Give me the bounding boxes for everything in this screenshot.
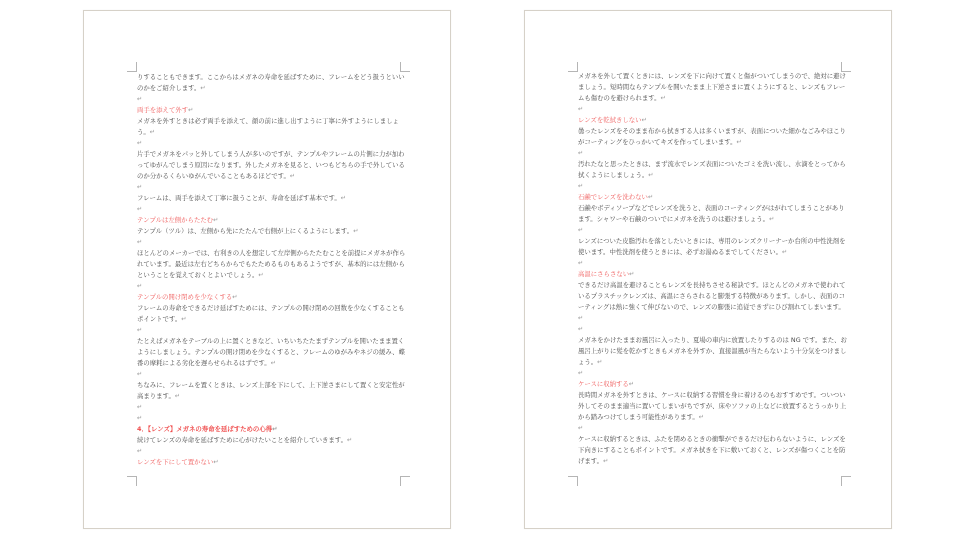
paragraph-mark-icon: ↵ bbox=[137, 370, 143, 378]
body-paragraph bbox=[137, 226, 407, 237]
margin-corner-mark bbox=[568, 476, 578, 486]
margin-corner-mark bbox=[400, 476, 410, 486]
paragraph-mark-icon: ↵ bbox=[137, 183, 143, 191]
paragraph-text: メガネを外すときは必ず両手を添えて、顔の前に進し出すように丁寧に外すようにしましょう。 bbox=[137, 117, 399, 136]
paragraph-mark-icon: ↵ bbox=[578, 325, 584, 333]
paragraph-text: ほとんどのメーカーでは、右利きの人を想定して左岸側からたたむことを前提にメガネが作られています。最近は左右どちらからでもたためるものもあるようですが、基本的には左側からということを覚えておくとよいでしょう。 bbox=[137, 249, 406, 279]
empty-paragraph bbox=[578, 225, 848, 236]
paragraph-mark-icon: ↵ bbox=[137, 326, 143, 334]
body-paragraph bbox=[578, 203, 848, 225]
section-heading bbox=[578, 269, 848, 280]
paragraph-text: ケースに収納するときは、ふたを閉めるときの衝撃ができるだけ伝わらないように、レンズを下向きにすることもポイントです。メガネ拭きを下に敷いておくと、レンズが傷つくことを防げます。 bbox=[578, 435, 846, 465]
paragraph-mark-icon: ↵ bbox=[641, 116, 647, 124]
margin-corner-mark bbox=[127, 62, 137, 72]
margin-corner-mark bbox=[400, 62, 410, 72]
paragraph-mark-icon: ↵ bbox=[137, 403, 143, 411]
paragraph-mark-icon: ↵ bbox=[648, 171, 654, 179]
paragraph-mark-icon: ↵ bbox=[289, 172, 296, 180]
paragraph-text: メガネをかけたままお風呂に入ったり、夏場の車内に放置したりするのは NG です。また、お風呂上がりに髪を乾かすときもメガネを外すか、直接温風が当たらないよう十分気をつけましょう。 bbox=[578, 336, 847, 366]
page-body-right[interactable] bbox=[578, 71, 848, 467]
section-heading bbox=[137, 215, 407, 226]
empty-paragraph bbox=[137, 325, 407, 336]
paragraph-text: 4．【レンズ】メガネの寿命を延ばすための心得 bbox=[137, 425, 273, 433]
body-paragraph bbox=[578, 390, 848, 423]
empty-paragraph bbox=[578, 148, 848, 159]
paragraph-mark-icon: ↵ bbox=[137, 95, 143, 103]
paragraph-mark-icon: ↵ bbox=[347, 436, 353, 444]
document-page-left bbox=[83, 10, 451, 529]
paragraph-mark-icon: ↵ bbox=[578, 424, 584, 432]
paragraph-mark-icon: ↵ bbox=[272, 425, 278, 433]
body-paragraph bbox=[578, 434, 848, 467]
empty-paragraph bbox=[578, 324, 848, 335]
paragraph-mark-icon: ↵ bbox=[578, 259, 584, 267]
paragraph-text: 片手でメガネをパッと外してしまう人が多いのですが、テンプルやフレームの片側に力が加わってゆがんでしまう原因になります。外したメガネを見ると、いつもどちらの手で外しているのか分かるくらいゆがんでいることもあるほどです。 bbox=[137, 150, 405, 180]
margin-corner-mark bbox=[841, 476, 851, 486]
paragraph-mark-icon: ↵ bbox=[578, 226, 584, 234]
paragraph-mark-icon: ↵ bbox=[137, 447, 143, 455]
body-paragraph bbox=[578, 236, 848, 258]
section-heading bbox=[137, 105, 407, 116]
paragraph-mark-icon: ↵ bbox=[736, 138, 742, 146]
body-paragraph bbox=[137, 380, 407, 402]
section-heading bbox=[137, 457, 407, 468]
paragraph-mark-icon: ↵ bbox=[628, 380, 635, 388]
empty-paragraph bbox=[578, 258, 848, 269]
section-heading bbox=[578, 192, 848, 203]
body-paragraph bbox=[137, 116, 407, 138]
empty-paragraph bbox=[578, 181, 848, 192]
empty-paragraph bbox=[137, 446, 407, 457]
paragraph-mark-icon: ↵ bbox=[698, 413, 705, 421]
section-heading bbox=[578, 115, 848, 126]
paragraph-mark-icon: ↵ bbox=[149, 128, 156, 136]
paragraph-text: 曇ったレンズをそのまま布から拭きする人は多くいますが、表面についた細かなごみやほこりがコーティングをひっかいてキズを作ってしまいます。 bbox=[578, 127, 846, 146]
empty-paragraph bbox=[137, 94, 407, 105]
paragraph-text: テンプルは左側からたたむ bbox=[137, 216, 214, 224]
margin-corner-mark bbox=[127, 476, 137, 486]
paragraph-text: レンズについた皮脂汚れを落としたいときには、専用のレンズクリーナーか台所の中性洗剤を使います。中性洗剤を使うときには、必ずお湯ぬるまでしてください。 bbox=[578, 237, 846, 256]
paragraph-text: 高温にさらさない bbox=[578, 270, 630, 278]
paragraph-mark-icon: ↵ bbox=[660, 94, 666, 102]
paragraph-mark-icon: ↵ bbox=[782, 248, 788, 256]
paragraph-mark-icon: ↵ bbox=[578, 314, 584, 322]
body-paragraph bbox=[578, 335, 848, 368]
empty-paragraph bbox=[137, 138, 407, 149]
paragraph-mark-icon: ↵ bbox=[597, 358, 603, 366]
paragraph-text: 長時間メガネを外すときは、ケースに収納する習慣を身に着けるのもおすすめです。ついつい外してそのまま適当に置いてしまいがちですが、床やソファの上などに放置するとうっかり上から踏みつけてしまう可能性があります。 bbox=[578, 391, 847, 421]
paragraph-text: レンズを乾拭きしない bbox=[578, 116, 642, 124]
paragraph-mark-icon: ↵ bbox=[181, 315, 187, 323]
paragraph-text: ちなみに、フレームを置くときは、レンズ上部を下にして、上下逆さまにして置くと安定性が高まります。 bbox=[137, 381, 405, 400]
paragraph-text: 石鹸でレンズを洗わない bbox=[578, 193, 648, 201]
empty-paragraph bbox=[578, 368, 848, 379]
paragraph-mark-icon: ↵ bbox=[137, 238, 143, 246]
paragraph-mark-icon: ↵ bbox=[578, 369, 584, 377]
body-paragraph bbox=[137, 248, 407, 281]
empty-paragraph bbox=[137, 281, 407, 292]
paragraph-text: レンズを下にして置かない bbox=[137, 458, 214, 466]
body-paragraph bbox=[137, 336, 407, 369]
paragraph-mark-icon: ↵ bbox=[603, 457, 609, 465]
paragraph-mark-icon: ↵ bbox=[137, 414, 143, 422]
body-paragraph bbox=[137, 72, 407, 94]
paragraph-mark-icon: ↵ bbox=[769, 215, 775, 223]
paragraph-mark-icon: ↵ bbox=[629, 270, 635, 278]
empty-paragraph bbox=[137, 204, 407, 215]
chapter-heading bbox=[137, 424, 407, 435]
paragraph-mark-icon: ↵ bbox=[340, 194, 347, 202]
paragraph-mark-icon: ↵ bbox=[213, 216, 219, 224]
paragraph-text: ケースに収納する bbox=[578, 380, 629, 388]
paragraph-text: 両手を添えて外す bbox=[137, 106, 189, 114]
paragraph-text: たとえばメガネをテーブルの上に置くときなど、いちいちたたまずテンプルを開いたまま置くようにしましょう。テンプルの開け閉めを少なくすると、フレームのゆがみやネジの緩み、蝶番の摩耗による劣化を遅らせられるはずです。 bbox=[137, 337, 405, 367]
body-paragraph bbox=[137, 435, 407, 446]
paragraph-mark-icon: ↵ bbox=[213, 458, 219, 466]
document-page-right bbox=[524, 10, 892, 529]
body-paragraph bbox=[578, 71, 848, 104]
paragraph-text: 石鹸やボディソープなどでレンズを洗うと、表面のコーティングがはがれてしまうことがあります。シャワーや石鹸のついでにメガネを洗うのは避けましょう。 bbox=[578, 204, 845, 223]
paragraph-mark-icon: ↵ bbox=[232, 293, 238, 301]
empty-paragraph bbox=[137, 402, 407, 413]
paragraph-mark-icon: ↵ bbox=[200, 84, 206, 92]
empty-paragraph bbox=[137, 182, 407, 193]
empty-paragraph bbox=[578, 423, 848, 434]
paragraph-text: テンプル（ツル）は、左側から先にたたんで右側が上にくるようにします。 bbox=[137, 227, 354, 235]
paragraph-text: フレームの寿命をできるだけ延ばすためには、テンプルの開け閉めの回数を少なくすることもポイントです。 bbox=[137, 304, 405, 323]
paragraph-mark-icon: ↵ bbox=[353, 227, 359, 235]
page-body-left[interactable] bbox=[137, 72, 407, 468]
paragraph-mark-icon: ↵ bbox=[270, 359, 277, 367]
empty-paragraph bbox=[578, 104, 848, 115]
paragraph-text: りすることもできます。ここからはメガネの寿命を延ばすために、フレームをどう扱うといいのかをご紹介します。 bbox=[137, 73, 405, 92]
body-paragraph bbox=[137, 303, 407, 325]
paragraph-mark-icon: ↵ bbox=[258, 271, 264, 279]
paragraph-text: フレームは、両手を添えて丁寧に扱うことが、寿命を延ばす基本です。 bbox=[137, 194, 341, 202]
body-paragraph bbox=[578, 126, 848, 148]
empty-paragraph bbox=[137, 413, 407, 424]
section-heading bbox=[578, 379, 848, 390]
paragraph-mark-icon: ↵ bbox=[137, 282, 143, 290]
paragraph-text: 続けてレンズの寿命を延ばすために心がけたいことを紹介していきます。 bbox=[137, 436, 348, 444]
paragraph-mark-icon: ↵ bbox=[188, 106, 194, 114]
margin-corner-mark bbox=[568, 62, 578, 72]
paragraph-mark-icon: ↵ bbox=[647, 193, 654, 201]
paragraph-text: 汚れたなと思ったときは、まず流水でレンズ表面についたゴミを洗い流し、水滴をとってから拭くようにしましょう。 bbox=[578, 160, 846, 179]
paragraph-mark-icon: ↵ bbox=[137, 205, 143, 213]
body-paragraph bbox=[137, 193, 407, 204]
paragraph-text: メガネを外して置くときには、レンズを下に向けて置くと傷がついてしまうので、絶対に避けましょう。短時間ならテンプルを開いたまま上下逆さまに置くようにすると、レンズもフレームも傷むのを避けられます。 bbox=[578, 72, 846, 102]
paragraph-mark-icon: ↵ bbox=[578, 105, 584, 113]
body-paragraph bbox=[578, 280, 848, 324]
paragraph-mark-icon: ↵ bbox=[174, 392, 181, 400]
paragraph-mark-icon: ↵ bbox=[578, 149, 584, 157]
body-paragraph bbox=[578, 159, 848, 181]
paragraph-mark-icon: ↵ bbox=[578, 182, 584, 190]
paragraph-mark-icon: ↵ bbox=[137, 139, 143, 147]
paragraph-text: できるだけ高温を避けることもレンズを長持ちさせる秘訣です。ほとんどのメガネで使われているプラスチックレンズは、高温にさらされると膨張する特徴があります。しかし、表面のコーティングは熱に強くて伸びないので、レンズの膨張に追従できずにひび割れてしまいます。 bbox=[578, 281, 846, 311]
paragraph-text: テンプルの開け閉めを少なくする bbox=[137, 293, 233, 301]
section-heading bbox=[137, 292, 407, 303]
empty-paragraph bbox=[137, 369, 407, 380]
body-paragraph bbox=[137, 149, 407, 182]
empty-paragraph bbox=[137, 237, 407, 248]
